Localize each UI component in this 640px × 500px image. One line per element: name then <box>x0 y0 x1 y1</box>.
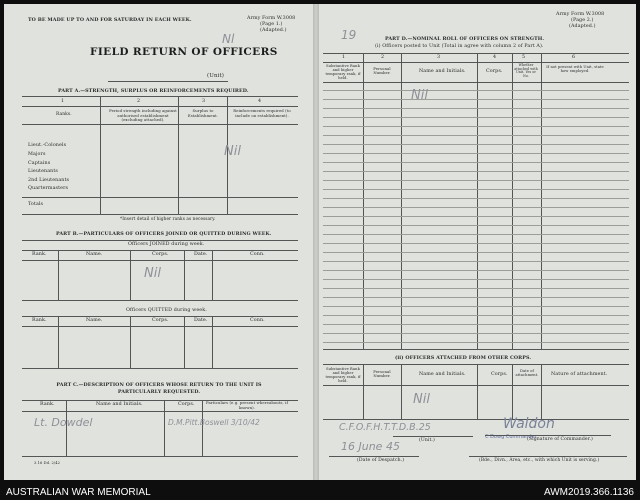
d-col-h5-text: Whether attached with Unit. Yes or No. <box>514 63 538 79</box>
handwritten-unit: C.F.O.F.H.T.T.D.B.25 <box>339 422 431 433</box>
part-c-col-corps: Corps. <box>178 402 195 407</box>
d-col-h6 <box>545 65 605 73</box>
a-vline-1 <box>363 364 364 419</box>
quitted-bottom-rule <box>22 368 298 369</box>
ruled-line <box>323 225 629 226</box>
ruled-line <box>323 243 629 244</box>
top-note: TO BE MADE UP TO AND FOR SATURDAY IN EACH WEEK. <box>28 17 192 23</box>
attached-bottom-rule <box>323 419 629 420</box>
joined-title: Officers JOINED during week. <box>128 242 205 247</box>
part-a-footnote: *Insert detail of higher ranks as necessary. <box>120 216 216 221</box>
ruled-line <box>323 270 629 271</box>
rank-row: Lieut.-Colonels <box>28 143 67 148</box>
part-c-vline-3 <box>202 400 203 456</box>
ruled-line <box>323 90 629 91</box>
quitted-col-rank: Rank. <box>32 318 47 323</box>
joined-handwritten-nil: Nil <box>144 266 161 281</box>
right-form-id: Army Form W.3008 <box>556 12 605 17</box>
part-d-top-rule <box>323 53 629 54</box>
footer-left: AUSTRALIAN WAR MEMORIAL <box>6 487 151 498</box>
d-vline-4 <box>512 53 513 349</box>
d-col-h1-text: Substantive Rank and higher temporary rank, if held. <box>325 64 361 81</box>
d-col-h2-text: Personal Number. <box>373 66 391 76</box>
ruled-line <box>323 180 629 181</box>
part-d-handwritten-nil: Nil <box>411 88 428 103</box>
ruled-line <box>323 117 629 118</box>
ruled-line <box>323 333 629 334</box>
part-d-heading: PART D.—NOMINAL ROLL OF OFFICERS ON STRENGTH. <box>385 36 545 42</box>
quitted-col-conn: Conn. <box>250 318 265 323</box>
a-col-h2 <box>365 370 399 379</box>
part-c-heading <box>34 382 284 396</box>
joined-col-corps: Corps. <box>152 252 169 257</box>
rank-row: 2nd Lieutenants <box>28 178 70 183</box>
joined-vline-1 <box>58 250 59 300</box>
joined-vline-2 <box>130 250 131 300</box>
attached-handwritten-nil: Nil <box>413 392 430 407</box>
d-vline-2 <box>401 53 402 349</box>
d-col-num-6: 6 <box>572 55 576 60</box>
ruled-line <box>323 288 629 289</box>
d-col-num-1: 1 <box>342 55 346 60</box>
part-a-col-num-3: 3 <box>202 99 206 104</box>
part-c-col-name: Name and Initials. <box>96 402 143 407</box>
attached-header-rule <box>323 385 629 386</box>
a-col-h1 <box>323 367 363 384</box>
d-vline-5 <box>541 53 542 349</box>
a-col-h3: Name and Initials. <box>419 372 466 377</box>
joined-col-name: Name. <box>86 252 103 257</box>
part-a-handwritten-nil: Nil <box>224 144 241 159</box>
part-c-vline-2 <box>164 400 165 456</box>
signature-line <box>485 435 611 436</box>
page-number-handwritten: 19 <box>341 28 357 42</box>
d-vline-3 <box>477 53 478 349</box>
part-c-heading-text: PART C.—DESCRIPTION OF OFFICERS WHOSE RETURN TO THE UNIT IS PARTICULARLY REQUESTED. <box>56 382 262 396</box>
ruled-line <box>323 126 629 127</box>
d-col-h5 <box>513 64 539 79</box>
d-col-num-3: 3 <box>437 55 441 60</box>
ruled-line <box>323 306 629 307</box>
attached-top-rule <box>323 364 629 365</box>
ruled-line <box>323 342 629 343</box>
a-vline-2 <box>401 364 402 419</box>
joined-vline-3 <box>184 250 185 300</box>
part-b-heading: PART B.—PARTICULARS OF OFFICERS JOINED OR QUITTED DURING WEEK. <box>56 231 272 237</box>
part-a-col-surplus <box>186 109 220 118</box>
ruled-line <box>323 99 629 100</box>
part-d-sub: (i) Officers posted to Unit (Total in agree with column 2 of Part A). <box>375 44 544 49</box>
rank-row: Captains <box>28 161 51 166</box>
part-a-totals-rule <box>22 197 298 198</box>
ruled-line <box>323 252 629 253</box>
d-col-num-4: 4 <box>493 55 497 60</box>
ruled-line <box>323 189 629 190</box>
quitted-header-rule <box>22 326 298 327</box>
a-vline-3 <box>477 364 478 419</box>
part-a-col-reinf <box>230 109 294 118</box>
part-a-bottom-rule <box>22 214 298 215</box>
quitted-col-corps: Corps. <box>152 318 169 323</box>
part-c-handwritten-entry: Lt. Dowdel <box>34 416 93 429</box>
d-col-h2 <box>365 67 399 76</box>
footer-right: AWM2019.366.1136 <box>543 487 634 498</box>
handwritten-top: Nl <box>222 32 235 46</box>
part-a-col-num-1: 1 <box>61 99 65 104</box>
ruled-line <box>323 198 629 199</box>
ruled-line <box>323 171 629 172</box>
a-col-h2-text: Personal Number. <box>373 369 391 379</box>
signature-scrawl: Waldon <box>503 416 555 432</box>
quitted-title-rule <box>22 316 298 317</box>
joined-bottom-rule <box>22 300 298 301</box>
form-id: Army Form W.3008 <box>247 16 296 21</box>
ruled-line <box>323 261 629 262</box>
joined-vline-4 <box>212 250 213 300</box>
form-adapted: (Adapted.) <box>260 28 287 33</box>
signature-label: (Signature of Commander.) <box>527 437 593 442</box>
joined-col-rank: Rank. <box>32 252 47 257</box>
left-page <box>4 4 313 480</box>
rank-totals: Totals <box>28 202 44 207</box>
part-c-col-particulars-text: Particulars (e.g. present whereabouts, if known). <box>206 400 288 410</box>
ruled-line <box>323 324 629 325</box>
rank-row: Majors <box>28 152 46 157</box>
ruled-line <box>323 297 629 298</box>
d-vline-1 <box>363 53 364 349</box>
part-a-col-num-2: 2 <box>137 99 141 104</box>
location-label: (Bde., Divn., Area, etc., with which Unit is serving.) <box>479 458 600 463</box>
ruled-line <box>323 216 629 217</box>
part-c-bottom-rule <box>22 456 298 457</box>
part-a-col-ranks: Ranks. <box>56 112 72 117</box>
part-a-col-reinf-text: Reinforcements required (to include on establishment). <box>233 108 291 118</box>
part-a-heading: PART A.—STRENGTH, SURPLUS OR REINFORCEMENTS REQUIRED. <box>58 88 249 94</box>
despatch-label: (Date of Despatch.) <box>357 458 405 463</box>
a-col-h5 <box>513 369 541 377</box>
part-a-col-strength-text: Period strength including against authorised establishment (excluding attached). <box>109 108 177 123</box>
ruled-line <box>323 234 629 235</box>
part-d-header-rule <box>323 82 629 83</box>
quitted-vline-2 <box>130 316 131 368</box>
part-a-header-rule <box>22 124 298 125</box>
d-col-h6-text: If not present with Unit, state how employed. <box>546 65 604 74</box>
part-d-bottom-rule <box>323 349 629 350</box>
quitted-vline-4 <box>212 316 213 368</box>
ruled-line <box>323 207 629 208</box>
ruled-line <box>323 135 629 136</box>
joined-title-rule <box>22 250 298 251</box>
part-a-col-num-4: 4 <box>258 99 262 104</box>
a-vline-4 <box>512 364 513 419</box>
right-form-adapted: (Adapted.) <box>569 24 596 29</box>
part-c-header-rule <box>22 411 298 412</box>
ruled-line <box>323 108 629 109</box>
ruled-line <box>323 153 629 154</box>
part-d-num-rule <box>323 62 629 63</box>
a-vline-5 <box>541 364 542 419</box>
part-b-top-rule <box>22 240 298 241</box>
d-col-h3: Name and Initials. <box>419 69 466 74</box>
part-c-col-rank: Rank. <box>40 402 55 407</box>
part-a-num-rule <box>22 106 298 107</box>
ruled-line <box>323 162 629 163</box>
handwritten-date: 16 June 45 <box>341 440 400 453</box>
print-code: 3.16 Dd. 2/42 <box>34 461 60 465</box>
commander-stamp: C Dowg Commander <box>485 434 537 440</box>
quitted-vline-1 <box>58 316 59 368</box>
right-unit-label: (Unit.) <box>419 438 435 443</box>
joined-header-rule <box>22 260 298 261</box>
quitted-vline-3 <box>184 316 185 368</box>
form-page: (Page 1.) <box>260 22 283 27</box>
a-col-h5-text: Date of attachment. <box>515 369 539 378</box>
joined-col-conn: Conn. <box>250 252 265 257</box>
unit-underline <box>108 81 228 82</box>
ruled-line <box>323 315 629 316</box>
unit-label: (Unit) <box>207 73 225 79</box>
unit-line <box>393 436 473 437</box>
right-form-page: (Page 2.) <box>571 18 594 23</box>
joined-col-date: Date. <box>194 252 208 257</box>
part-a-top-rule <box>22 96 298 97</box>
d-col-num-5: 5 <box>522 55 526 60</box>
rank-row: Lieutenants <box>28 169 58 174</box>
quitted-col-name: Name. <box>86 318 103 323</box>
ruled-line <box>323 144 629 145</box>
right-page <box>319 4 636 480</box>
part-c-handwritten-entry2: D.M.Pitt.Boswell 3/10/42 <box>168 418 260 427</box>
attached-heading: (ii) OFFICERS ATTACHED FROM OTHER CORPS. <box>395 355 532 361</box>
a-col-h4: Corps. <box>491 372 508 377</box>
page-title: FIELD RETURN OF OFFICERS <box>90 46 278 58</box>
a-col-h1-text: Substantive Rank and higher temporary rank, if held. <box>325 367 361 384</box>
location-line <box>469 456 627 457</box>
despatch-line <box>329 456 419 457</box>
part-a-col-strength <box>108 109 178 123</box>
part-a-col-surplus-text: Surplus to Establishment. <box>187 108 219 118</box>
a-col-h6: Nature of attachment. <box>551 372 608 377</box>
d-col-h4: Corps. <box>486 69 503 74</box>
ruled-line <box>323 279 629 280</box>
d-col-h1 <box>323 64 363 81</box>
d-col-num-2: 2 <box>381 55 385 60</box>
quitted-col-date: Date. <box>194 318 208 323</box>
rank-row: Quartermasters <box>28 186 69 191</box>
quitted-title: Officers QUITTED during week. <box>126 308 207 313</box>
part-c-col-particulars <box>202 401 292 410</box>
